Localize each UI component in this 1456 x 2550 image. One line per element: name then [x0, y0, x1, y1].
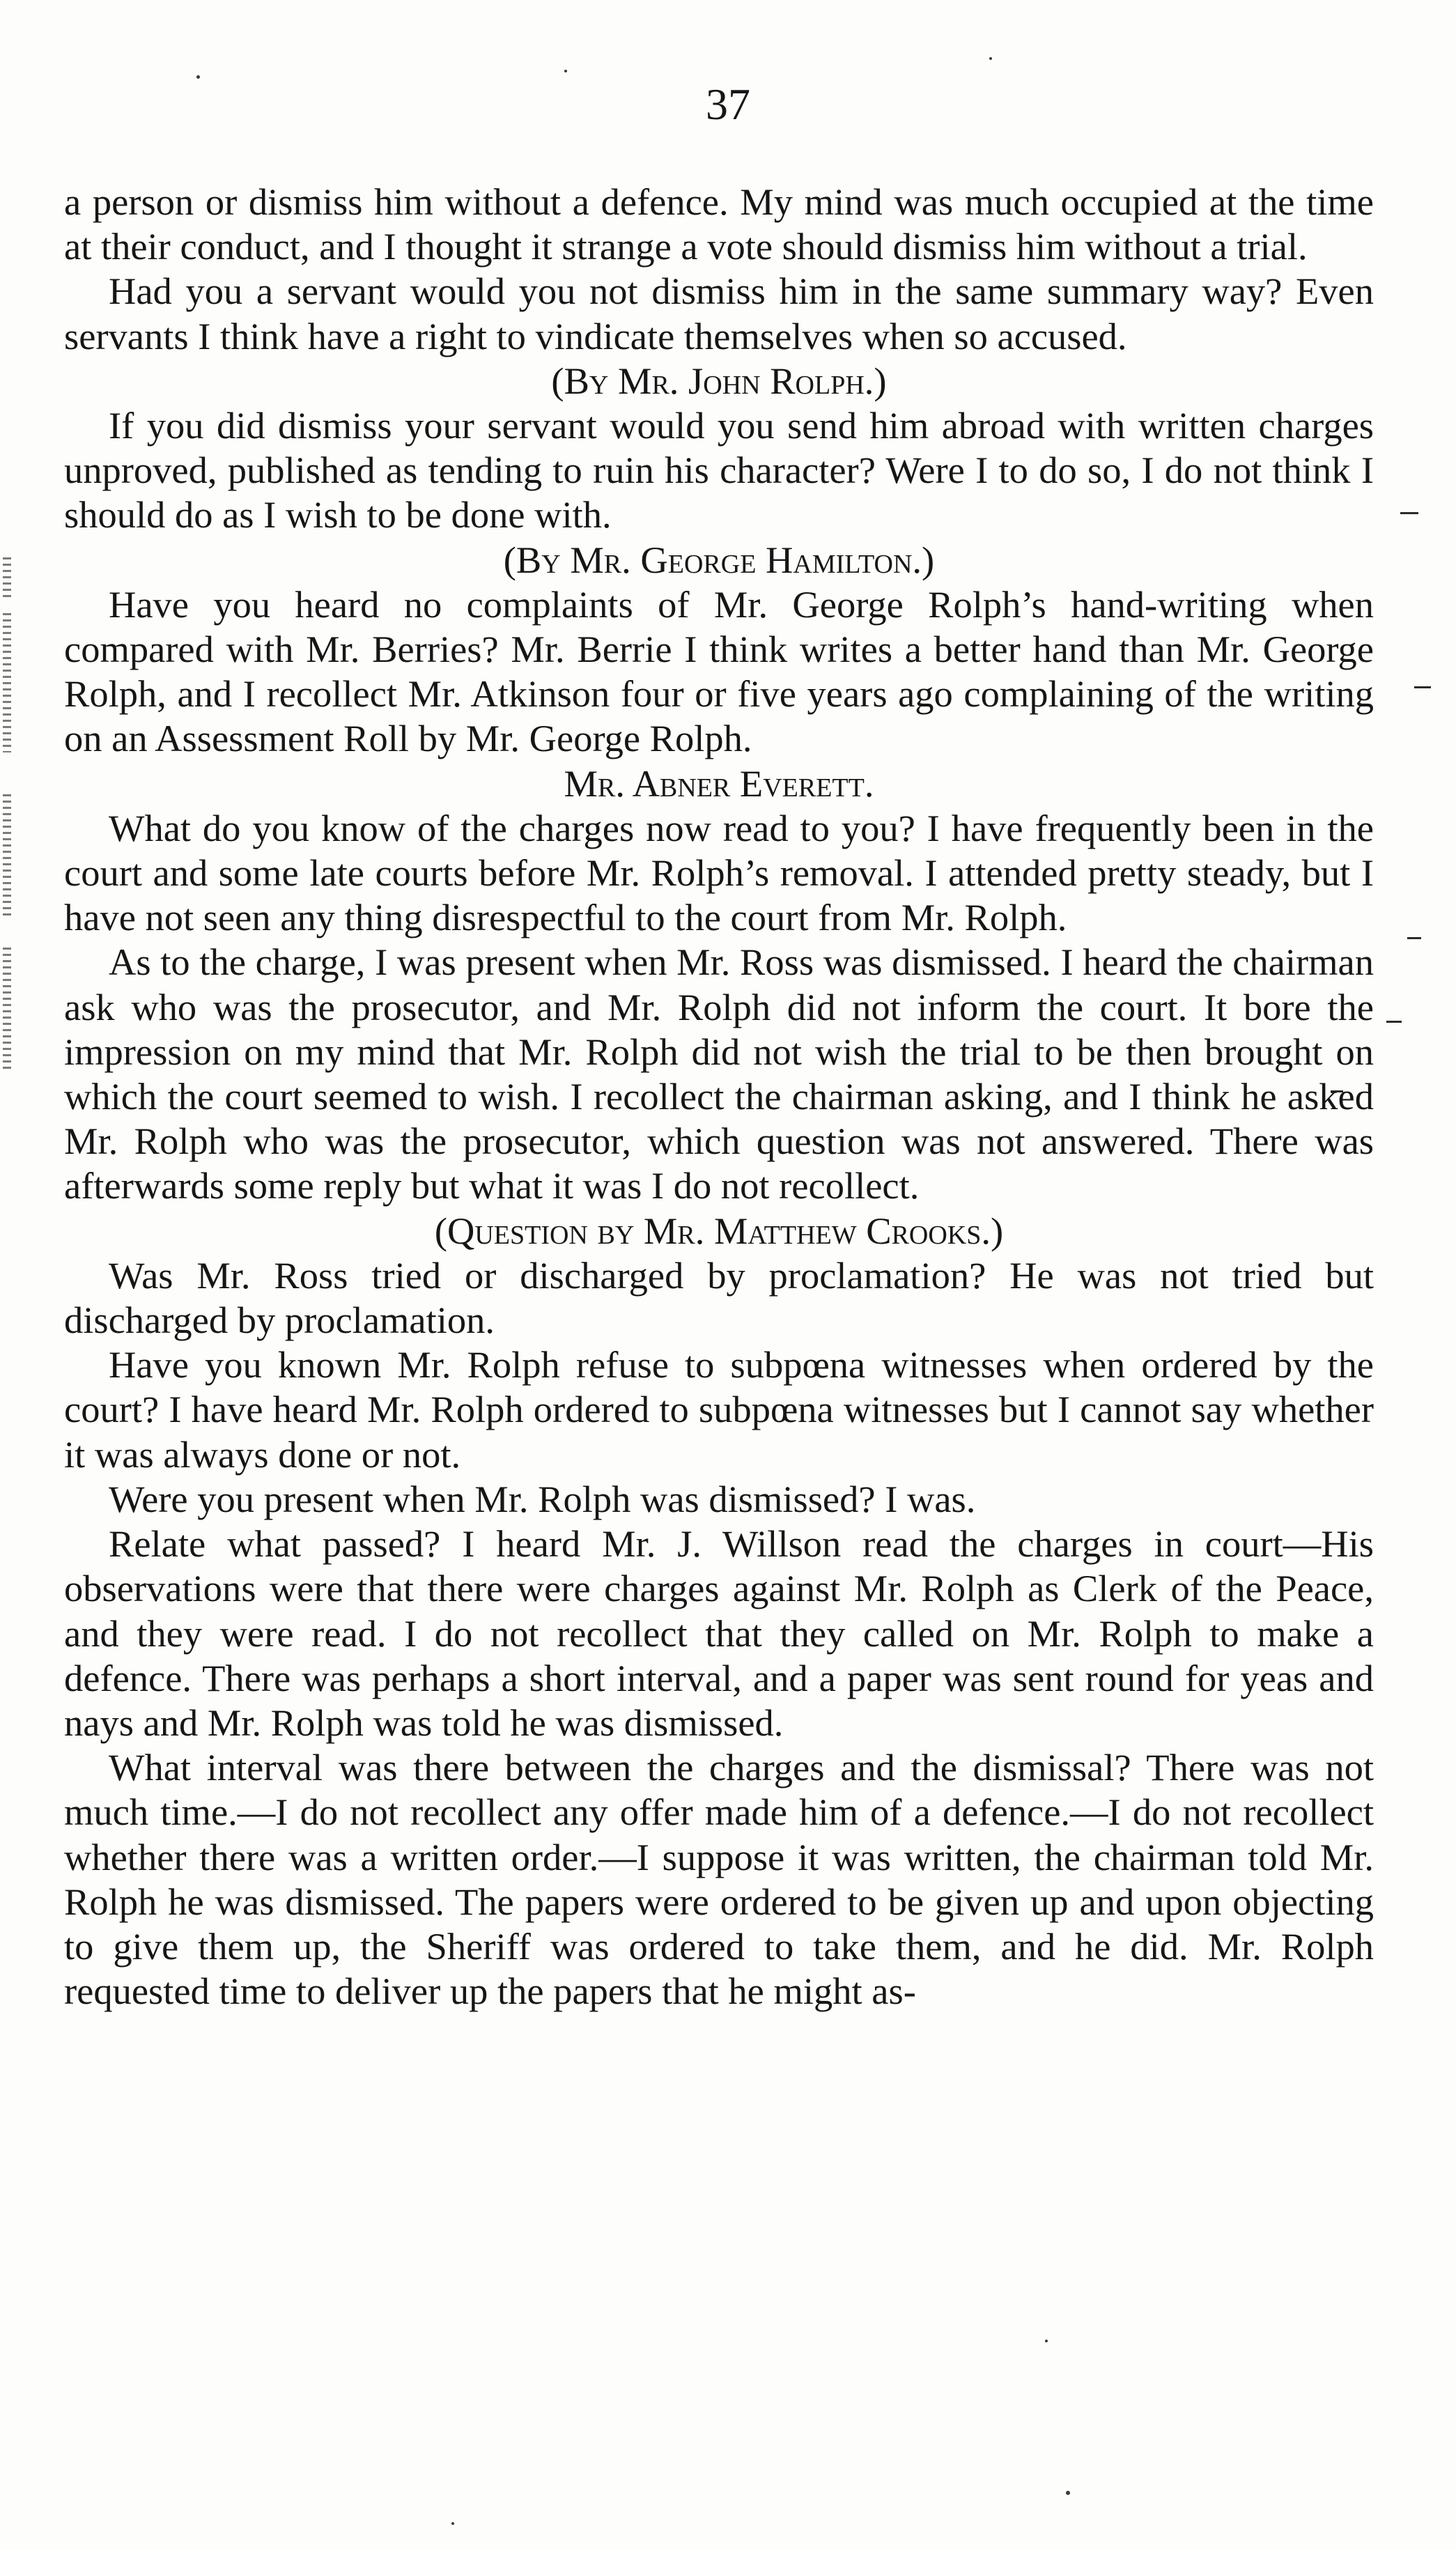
paragraph: a person or dismiss him without a defence. My mind was much occupied at the time at their conduct, and I thought it strange a vote should dismiss him without a trial.: [64, 180, 1374, 268]
scan-edge-marks: [3, 794, 11, 920]
page-text: [64, 180, 1374, 2014]
paragraph: Had you a servant would you not dismiss him in the same summary way? Even servants I think have a right to vindicate themselves when so accused.: [64, 270, 1374, 357]
scan-speck: [1066, 2491, 1070, 2495]
scan-speck: [989, 57, 992, 60]
scan-edge-marks: [3, 948, 11, 1073]
scan-edge-mark: [1414, 686, 1431, 688]
scan-edge-mark: [1407, 937, 1421, 939]
paragraph: Was Mr. Ross tried or discharged by proclamation? He was not tried but discharged by proclamation.: [64, 1253, 1374, 1342]
page-number: 37: [706, 79, 750, 129]
scan-edge-marks: [3, 557, 11, 599]
paragraph: As to the charge, I was present when Mr. Ross was dismissed. I heard the chairman ask who was the prosecutor, and Mr. Rolph did not inform the court. It bore the impression on my mind that Mr. Rolph did not wish the trial to be then brought on which the court seemed to wish. I recollect the chairman asking, and I think he asked Mr. Rolph who was the prosecutor, which question was not answered. There was afterwards some reply but what it was I do not recollect.: [64, 941, 1374, 1207]
section-heading: (Question by Mr. Matthew Crooks.): [434, 1209, 1004, 1252]
paragraph: Have you known Mr. Rolph refuse to subpœna witnesses when ordered by the court? I have heard Mr. Rolph ordered to subpœna witnesses but I cannot say whether it was always done or not.: [64, 1343, 1374, 1476]
scan-edge-mark: [1400, 512, 1418, 514]
paragraph: Relate what passed? I heard Mr. J. Willson read the charges in court—His observations were that there were charges against Mr. Rolph as Clerk of the Peace, and they were read. I do not recollect that they called on Mr. Rolph to make a defence. There was perhaps a short interval, and a paper was sent round for yeas and nays and Mr. Rolph was told he was dismissed.: [64, 1522, 1374, 1744]
scan-speck: [196, 75, 200, 79]
scan-speck: [1045, 2340, 1048, 2342]
section-heading: Mr. Abner Everett.: [564, 762, 874, 805]
paragraph: If you did dismiss your servant would you send him abroad with written charges unproved, published as tending to ruin his character? Were I to do so, I do not think I should do as I wish to be done with.: [64, 404, 1374, 536]
scan-speck: [451, 2522, 454, 2525]
paragraph: Have you heard no complaints of Mr. George Rolph’s hand-writing when compared with Mr. Berries? Mr. Berrie I think writes a better hand than Mr. George Rolph, and I recollect Mr. Atkinson four or five years ago complaining of the writing on an Assessment Roll by Mr. George Rolph.: [64, 582, 1374, 760]
paragraph: What do you know of the charges now read to you? I have frequently been in the court and some late courts before Mr. Rolph’s removal. I attended pretty steady, but I have not seen any thing disrespectful to the court from Mr. Rolph.: [64, 806, 1374, 939]
scan-speck: [564, 70, 567, 72]
paragraph: What interval was there between the charges and the dismissal? There was not much time.—I do not recollect any offer made him of a defence.—I do not recollect whether there was a written order.—I suppose it was written, the chairman told Mr. Rolph he was dismissed. The papers were ordered to be given up and upon objecting to give them up, the Sheriff was ordered to take them, and he did. Mr. Rolph requested time to deliver up the papers that he might as-: [64, 1746, 1374, 2013]
section-heading: (By Mr. John Rolph.): [551, 359, 887, 402]
scan-edge-mark: [1386, 1021, 1402, 1023]
section-heading: (By Mr. George Hamilton.): [503, 538, 935, 581]
paragraph: Were you present when Mr. Rolph was dismissed? I was.: [109, 1477, 976, 1520]
scan-edge-marks: [3, 613, 11, 752]
